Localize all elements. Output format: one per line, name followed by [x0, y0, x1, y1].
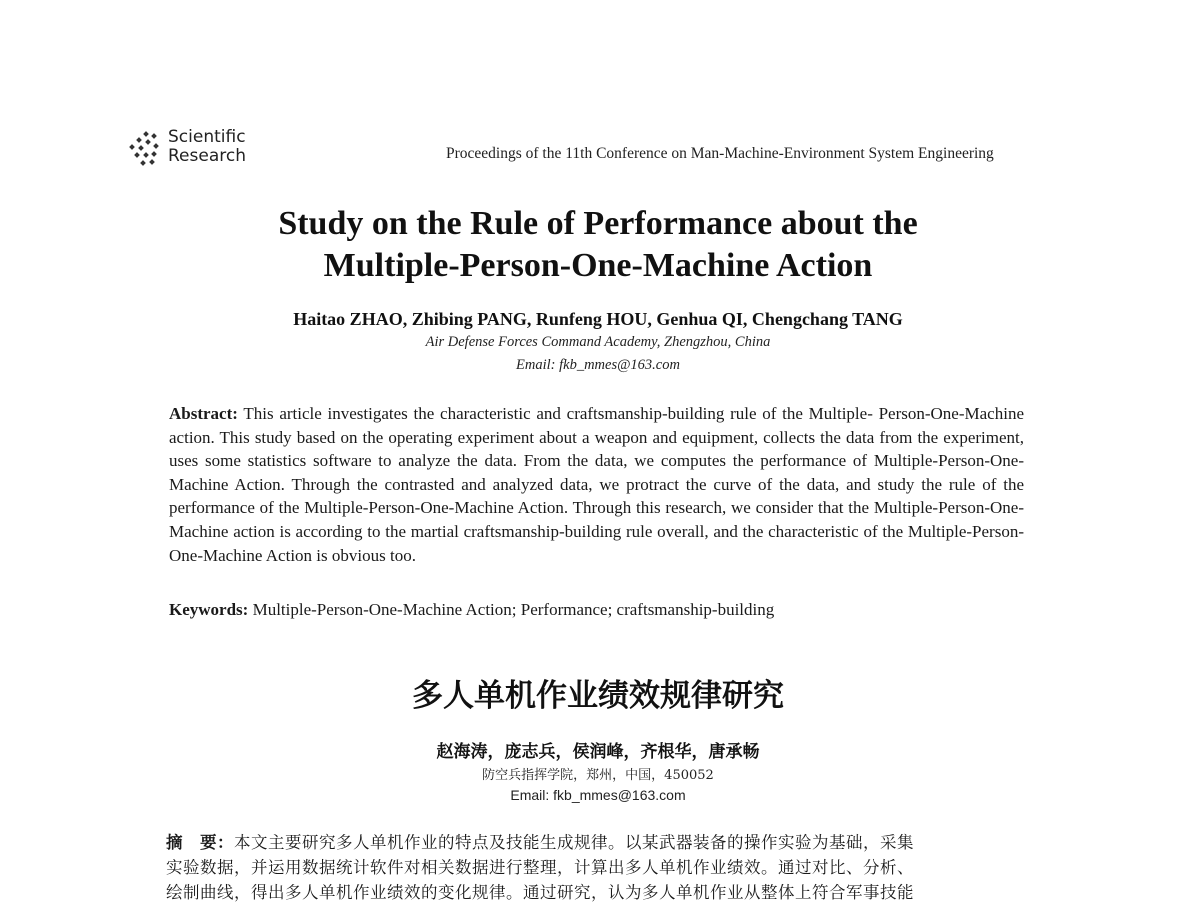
logo-text-line2: Research [168, 146, 246, 166]
chinese-title: 多人单机作业绩效规律研究 [412, 678, 784, 714]
author-email: Email: fkb_mmes@163.com [516, 357, 680, 373]
keywords-label: Keywords: [169, 600, 249, 619]
publisher-logo [128, 128, 248, 172]
chinese-author-list: 赵海涛，庞志兵，侯润峰，齐根华，唐承畅 [436, 742, 760, 762]
chinese-abstract-line1 [166, 830, 1026, 855]
scientific-research-logo-icon [128, 130, 166, 170]
abstract-label: Abstract: [169, 404, 238, 423]
chinese-abstract [166, 830, 1026, 905]
abstract [169, 402, 1024, 567]
chinese-abstract-label: 摘 要： [166, 833, 234, 852]
keywords-text: Multiple-Person-One-Machine Action; Performance; craftsmanship-building [252, 600, 775, 619]
chinese-abstract-line3: 绘制曲线，得出多人单机作业绩效的变化规律。通过研究，认为多人单机作业从整体上符合军事技能 [166, 883, 914, 902]
author-affiliation: Air Defense Forces Command Academy, Zhengzhou, China [425, 334, 771, 350]
chinese-abstract-text1: 本文主要研究多人单机作业的特点及技能生成规律。以某武器装备的操作实验为基础，采集 [234, 833, 914, 852]
logo-text-line1: Scientific [168, 127, 246, 147]
abstract-text: This article investigates the characteristic and craftsmanship-building rule of the Multiple- Person-One-Machine action. This study based on the operating experiment about a weapon and equipment, collects the data from the experiment, uses some statistics software to analyze the data. From the data, we computes the performance of Multiple-Person-One-Machine Action. Through the contrasted and analyzed data, we protract the curve of the data, and study the rule of the performance of the Multiple-Person-One-Machine Action. Through this research, we consider that the Multiple-Person-One- Machine action is according to the martial craftsmanship-building rule overall, and the characteristic of the Multiple-Person-One-Machine Action is obvious too. [169, 404, 1024, 565]
proceedings-header: Proceedings of the 11th Conference on Man-Machine-Environment System Engineering [446, 145, 994, 162]
paper-title [0, 203, 1196, 287]
chinese-affiliation: 防空兵指挥学院，郑州，中国，450052 [482, 768, 714, 783]
chinese-email: Email: fkb_mmes@163.com [510, 787, 686, 803]
paper-title-line1: Study on the Rule of Performance about the [278, 205, 918, 242]
keywords [169, 600, 1029, 620]
paper-title-line2: Multiple-Person-One-Machine Action [323, 247, 873, 284]
chinese-abstract-line2: 实验数据，并运用数据统计软件对相关数据进行整理，计算出多人单机作业绩效。通过对比、分析、 [166, 858, 914, 877]
author-list: Haitao ZHAO, Zhibing PANG, Runfeng HOU, Genhua QI, Chengchang TANG [293, 309, 903, 329]
